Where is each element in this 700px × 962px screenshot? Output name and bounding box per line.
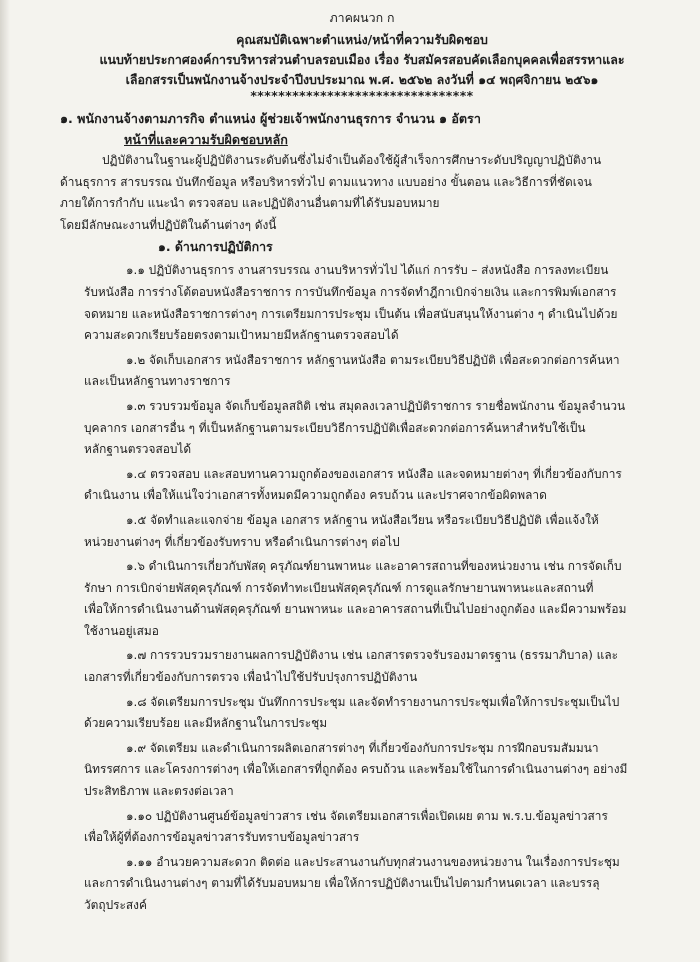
intro-line: ด้านธุรการ สารบรรณ บันทึกข้อมูล หรือบริหารทั่วไป ตามแนวทาง แบบอย่าง ขั้นตอน และวิธีการที่ชัดเจน xyxy=(60,174,592,189)
duty-item-line: รักษา การเบิกจ่ายพัสดุครุภัณฑ์ การจัดทำทะเบียนพัสดุครุภัณฑ์ การดูแลรักษายานพาหนะและสถานที่ xyxy=(84,580,594,595)
duty-item-line: และเป็นหลักฐานทางราชการ xyxy=(84,374,231,389)
announcement-line-2: เลือกสรรเป็นพนักงานจ้างประจำปีงบประมาณ พ.ศ. ๒๕๖๒ ลงวันที่ ๑๔ พฤศจิกายน ๒๕๖๑ xyxy=(125,72,599,87)
duty-item-line: ๑.๙ จัดเตรียม และดำเนินการผลิตเอกสารต่างๆ ที่เกี่ยวข้องกับการประชุม การฝึกอบรมสัมมนา xyxy=(126,740,599,755)
duty-item-line: ๑.๑๐ ปฏิบัติงานศูนย์ข้อมูลข่าวสาร เช่น จัดเตรียมเอกสารเพื่อเปิดเผย ตาม พ.ร.บ.ข้อมูลข่าวสาร xyxy=(126,808,608,823)
duty-item-line: ๑.๓ รวบรวมข้อมูล จัดเก็บข้อมูลสถิติ เช่น สมุดลงเวลาปฏิบัติราชการ รายชื่อพนักงาน ข้อมูลจำนวน xyxy=(126,398,626,413)
duty-item-line: ๑.๗ การรวบรวมรายงานผลการปฏิบัติงาน เช่น เอกสารตรวจรับรองมาตรฐาน (ธรรมาภิบาล) และ xyxy=(126,648,619,663)
duty-item-line: เพื่อให้ผู้ที่ต้องการข้อมูลข่าวสารรับทราบข้อมูลข่าวสาร xyxy=(84,830,360,845)
intro-line: ภายใต้การกำกับ แนะนำ ตรวจสอบ และปฏิบัติงานอื่นตามที่ได้รับมอบหมาย xyxy=(60,196,440,211)
duty-item-line: รับหนังสือ การร่างโต้ตอบหนังสือราชการ การบันทึกข้อมูล การจัดทำฎีกาเบิกจ่ายเงิน และการพิมพ์เอกสาร xyxy=(84,284,617,299)
duty-item-line: หลักฐานตรวจสอบได้ xyxy=(84,442,192,457)
duty-item xyxy=(84,738,640,803)
duty-item-line: ๑.๕ จัดทำและแจกจ่าย ข้อมูล เอกสาร หลักฐาน หนังสือเวียน หรือระเบียบวิธีปฏิบัติ เพื่อแจ้งให้ xyxy=(126,512,599,527)
position-title: ๑. พนักงานจ้างตามภารกิจ ตำแหน่ง ผู้ช่วยเจ้าพนักงานธุรการ จำนวน ๑ อัตรา xyxy=(60,111,481,126)
document-title: คุณสมบัติเฉพาะตำแหน่ง/หน้าที่ความรับผิดชอบ xyxy=(236,32,488,47)
duties-heading: หน้าที่และความรับผิดชอบหลัก xyxy=(124,132,288,147)
duty-item xyxy=(84,806,640,849)
appendix-label: ภาคผนวก ก xyxy=(329,10,395,25)
intro-line: โดยมีลักษณะงานที่ปฏิบัติในด้านต่างๆ ดังนี้ xyxy=(60,217,277,232)
duty-item-line: ๑.๖ ดำเนินการเกี่ยวกับพัสดุ ครุภัณฑ์ยานพาหนะ และอาคารสถานที่ของหน่วยงาน เช่น การจัดเก็บ xyxy=(126,559,622,574)
duty-item xyxy=(84,556,640,642)
separator-stars: ******************************** xyxy=(250,88,474,103)
duty-item xyxy=(84,350,640,393)
duty-items-list xyxy=(84,260,640,916)
duty-item-line: ๑.๑๑ อำนวยความสะดวก ติดต่อ และประสานงานกับทุกส่วนงานของหน่วยงาน ในเรื่องการประชุม xyxy=(126,854,620,869)
duty-item-line: เพื่อให้การดำเนินงานด้านพัสดุครุภัณฑ์ ยานพาหนะ และอาคารสถานที่เป็นไปอย่างถูกต้อง และมีความพร้อม xyxy=(84,602,627,617)
duty-item-line: ด้วยความเรียบร้อย และมีหลักฐานในการประชุม xyxy=(84,716,328,731)
duty-item-line: ประสิทธิภาพ และตรงต่อเวลา xyxy=(84,784,234,799)
duty-item-line: วัตถุประสงค์ xyxy=(84,898,147,912)
duty-item-line: จดหมาย และหนังสือราชการต่างๆ การเตรียมการประชุม เป็นต้น เพื่อสนับสนุนให้งานต่าง ๆ ดำเนินไปด้วย xyxy=(84,306,618,321)
duty-item-line: เอกสารที่เกี่ยวข้องกับการตรวจ เพื่อนำไปใช้ปรับปรุงการปฏิบัติงาน xyxy=(84,670,418,685)
intro-paragraph xyxy=(60,150,640,236)
duty-item xyxy=(84,692,640,735)
duty-item-line: ๑.๑ ปฏิบัติงานธุรการ งานสารบรรณ งานบริหารทั่วไป ได้แก่ การรับ – ส่งหนังสือ การลงทะเบียน xyxy=(126,263,609,278)
duty-item-line: หน่วยงานต่างๆ ที่เกี่ยวข้องรับทราบ หรือดำเนินการต่างๆ ต่อไป xyxy=(84,534,400,549)
announcement-line-1: แนบท้ายประกาศองค์การบริหารส่วนตำบลรอบเมือง เรื่อง รับสมัครสอบคัดเลือกบุคคลเพื่อสรรหาและ xyxy=(99,52,625,67)
duty-item xyxy=(84,260,640,346)
duty-item-line: ความสะดวกเรียบร้อยตรงตามเป้าหมายมีหลักฐานตรวจสอบได้ xyxy=(84,328,399,343)
duty-item xyxy=(84,396,640,461)
duty-item-line: ๑.๘ จัดเตรียมการประชุม บันทึกการประชุม และจัดทำรายงานการประชุมเพื่อให้การประชุมเป็นไป xyxy=(126,694,620,709)
operations-heading: ๑. ด้านการปฏิบัติการ xyxy=(158,239,273,255)
intro-line: ปฏิบัติงานในฐานะผู้ปฏิบัติงานระดับต้นซึ่งไม่จำเป็นต้องใช้ผู้สำเร็จการศึกษาระดับปริญญาปฏิบัติงาน xyxy=(102,153,602,167)
duty-item xyxy=(84,852,640,917)
duty-item xyxy=(84,510,640,553)
duty-item-line: และการดำเนินงานต่างๆ ตามที่ได้รับมอบหมาย เพื่อให้การปฏิบัติงานเป็นไปตามกำหนดเวลา และบรรลุ xyxy=(84,876,600,891)
duty-item-line: ๑.๒ จัดเก็บเอกสาร หนังสือราชการ หลักฐานหนังสือ ตามระเบียบวิธีปฏิบัติ เพื่อสะดวกต่อการค้นหา xyxy=(126,352,620,367)
duty-item xyxy=(84,645,640,688)
duty-item-line: บุคลากร เอกสารอื่น ๆ ที่เป็นหลักฐานตามระเบียบวิธีการปฏิบัติเพื่อสะดวกต่อการค้นหาสำหรับใช้เป็น xyxy=(84,420,586,435)
duty-item-line: ใช้งานอยู่เสมอ xyxy=(84,623,159,638)
duty-item-line: ดำเนินงาน เพื่อให้แน่ใจว่าเอกสารทั้งหมดมีความถูกต้อง ครบถ้วน และปราศจากข้อผิดพลาด xyxy=(84,488,547,503)
duty-item xyxy=(84,464,640,507)
duty-item-line: ๑.๔ ตรวจสอบ และสอบทานความถูกต้องของเอกสาร หนังสือ และจดหมายต่างๆ ที่เกี่ยวข้องกับการ xyxy=(126,466,622,481)
duty-item-line: นิทรรศการ และโครงการต่างๆ เพื่อให้เอกสารที่ถูกต้อง ครบถ้วน และพร้อมใช้ในการดำเนินงานต่างๆ อย่างมี xyxy=(84,762,628,777)
